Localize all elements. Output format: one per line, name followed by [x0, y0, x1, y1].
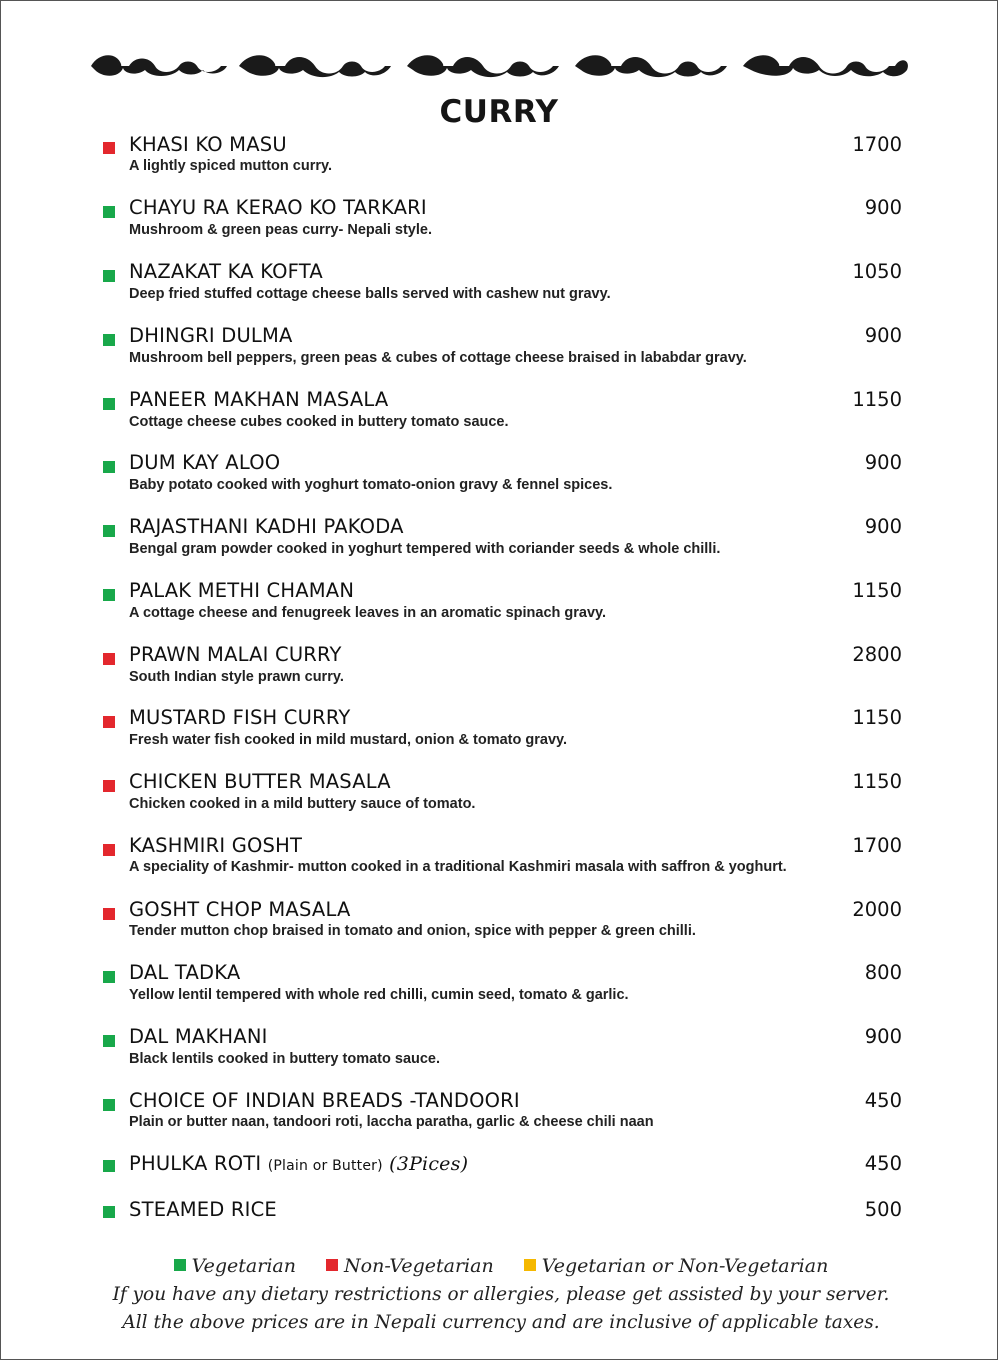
vegetarian-marker-icon — [103, 334, 115, 346]
item-name: PANEER MAKHAN MASALA — [129, 388, 389, 411]
vegetarian-marker-icon — [103, 1160, 115, 1172]
vegetarian-marker-icon — [103, 270, 115, 282]
item-price: 900 — [864, 1025, 902, 1048]
decorative-border-ornament — [89, 48, 911, 82]
item-name: KASHMIRI GOSHT — [129, 834, 303, 857]
allergy-note: If you have any dietary restrictions or allergies, please get assisted by your server. — [112, 1284, 890, 1305]
item-description: Mushroom bell peppers, green peas & cubes of cottage cheese braised in lababdar gravy. — [129, 350, 747, 366]
item-name: PALAK METHI CHAMAN — [129, 579, 355, 602]
item-description: Yellow lentil tempered with whole red chilli, cumin seed, tomato & garlic. — [129, 987, 629, 1003]
legend-non-vegetarian-label: Non-Vegetarian — [344, 1255, 494, 1277]
item-description: Baby potato cooked with yoghurt tomato-onion gravy & fennel spices. — [129, 477, 613, 493]
item-price: 1150 — [852, 579, 902, 602]
item-name-note: (Plain or Butter) — [267, 1158, 383, 1174]
vegetarian-marker-icon — [103, 461, 115, 473]
item-name: DAL TADKA — [129, 961, 241, 984]
non-vegetarian-marker-icon — [103, 716, 115, 728]
item-price: 1050 — [852, 260, 902, 283]
item-name: STEAMED RICE — [129, 1198, 277, 1221]
item-name: KHASI KO MASU — [129, 133, 287, 156]
item-price: 1150 — [852, 388, 902, 411]
item-price: 1700 — [852, 834, 902, 857]
diet-legend — [1, 1255, 1000, 1277]
item-description: Fresh water fish cooked in mild mustard, onion & tomato gravy. — [129, 732, 568, 748]
legend-vegetarian — [174, 1255, 296, 1277]
either-marker-icon — [524, 1259, 536, 1271]
item-description: A speciality of Kashmir- mutton cooked in a traditional Kashmiri masala with saffron & yoghurt. — [129, 859, 787, 875]
item-description: Tender mutton chop braised in tomato and onion, spice with pepper & green chilli. — [129, 923, 696, 939]
item-price: 450 — [864, 1089, 902, 1112]
item-description: Plain or butter naan, tandoori roti, laccha paratha, garlic & cheese chili naan — [129, 1114, 654, 1130]
vegetarian-marker-icon — [103, 1206, 115, 1218]
vegetarian-marker-icon — [103, 525, 115, 537]
item-name: DHINGRI DULMA — [129, 324, 293, 347]
item-name: DUM KAY ALOO — [129, 451, 281, 474]
non-vegetarian-marker-icon — [326, 1259, 338, 1271]
item-name: NAZAKAT KA KOFTA — [129, 260, 323, 283]
item-name: RAJASTHANI KADHI PAKODA — [129, 515, 404, 538]
item-description: Deep fried stuffed cottage cheese balls served with cashew nut gravy. — [129, 286, 611, 302]
non-vegetarian-marker-icon — [103, 908, 115, 920]
item-name: PRAWN MALAI CURRY — [129, 643, 342, 666]
non-vegetarian-marker-icon — [103, 780, 115, 792]
item-name: MUSTARD FISH CURRY — [129, 706, 351, 729]
item-name: CHOICE OF INDIAN BREADS -TANDOORI — [129, 1089, 520, 1112]
legend-either — [524, 1255, 829, 1277]
item-price: 2800 — [852, 643, 902, 666]
item-price: 900 — [864, 324, 902, 347]
non-vegetarian-marker-icon — [103, 653, 115, 665]
item-price: 1150 — [852, 770, 902, 793]
item-price: 900 — [864, 196, 902, 219]
item-name: GOSHT CHOP MASALA — [129, 898, 351, 921]
item-name: DAL MAKHANI — [129, 1025, 268, 1048]
item-description: A cottage cheese and fenugreek leaves in an aromatic spinach gravy. — [129, 605, 607, 621]
vegetarian-marker-icon — [103, 206, 115, 218]
vegetarian-marker-icon — [103, 398, 115, 410]
item-price: 900 — [864, 515, 902, 538]
item-price: 500 — [864, 1198, 902, 1221]
legend-vegetarian-label: Vegetarian — [191, 1255, 296, 1277]
item-name-main: PHULKA ROTI — [129, 1152, 262, 1175]
item-description: Mushroom & green peas curry- Nepali style. — [129, 222, 432, 238]
item-description: Cottage cheese cubes cooked in buttery tomato sauce. — [129, 414, 509, 430]
item-description: A lightly spiced mutton curry. — [129, 158, 333, 174]
item-price: 450 — [864, 1152, 902, 1175]
item-price: 2000 — [852, 898, 902, 921]
item-description: Chicken cooked in a mild buttery sauce of tomato. — [129, 796, 476, 812]
legend-either-label: Vegetarian or Non-Vegetarian — [541, 1255, 829, 1277]
item-name: CHICKEN BUTTER MASALA — [129, 770, 391, 793]
item-price: 1700 — [852, 133, 902, 156]
vegetarian-marker-icon — [174, 1259, 186, 1271]
item-name: CHAYU RA KERAO KO TARKARI — [129, 196, 427, 219]
item-description: South Indian style prawn curry. — [129, 669, 344, 685]
legend-non-vegetarian — [326, 1255, 494, 1277]
vegetarian-marker-icon — [103, 1035, 115, 1047]
item-description: Black lentils cooked in buttery tomato sauce. — [129, 1051, 441, 1067]
item-price: 1150 — [852, 706, 902, 729]
item-description: Bengal gram powder cooked in yoghurt tempered with coriander seeds & whole chilli. — [129, 541, 721, 557]
price-note: All the above prices are in Nepali currency and are inclusive of applicable taxes. — [122, 1312, 880, 1333]
item-name-quantity: (3Pices) — [389, 1153, 469, 1175]
vegetarian-marker-icon — [103, 589, 115, 601]
page-title: CURRY — [439, 94, 559, 130]
item-price: 800 — [864, 961, 902, 984]
non-vegetarian-marker-icon — [103, 844, 115, 856]
vegetarian-marker-icon — [103, 971, 115, 983]
vegetarian-marker-icon — [103, 1099, 115, 1111]
item-price: 900 — [864, 451, 902, 474]
item-name — [129, 1152, 468, 1175]
non-vegetarian-marker-icon — [103, 142, 115, 154]
